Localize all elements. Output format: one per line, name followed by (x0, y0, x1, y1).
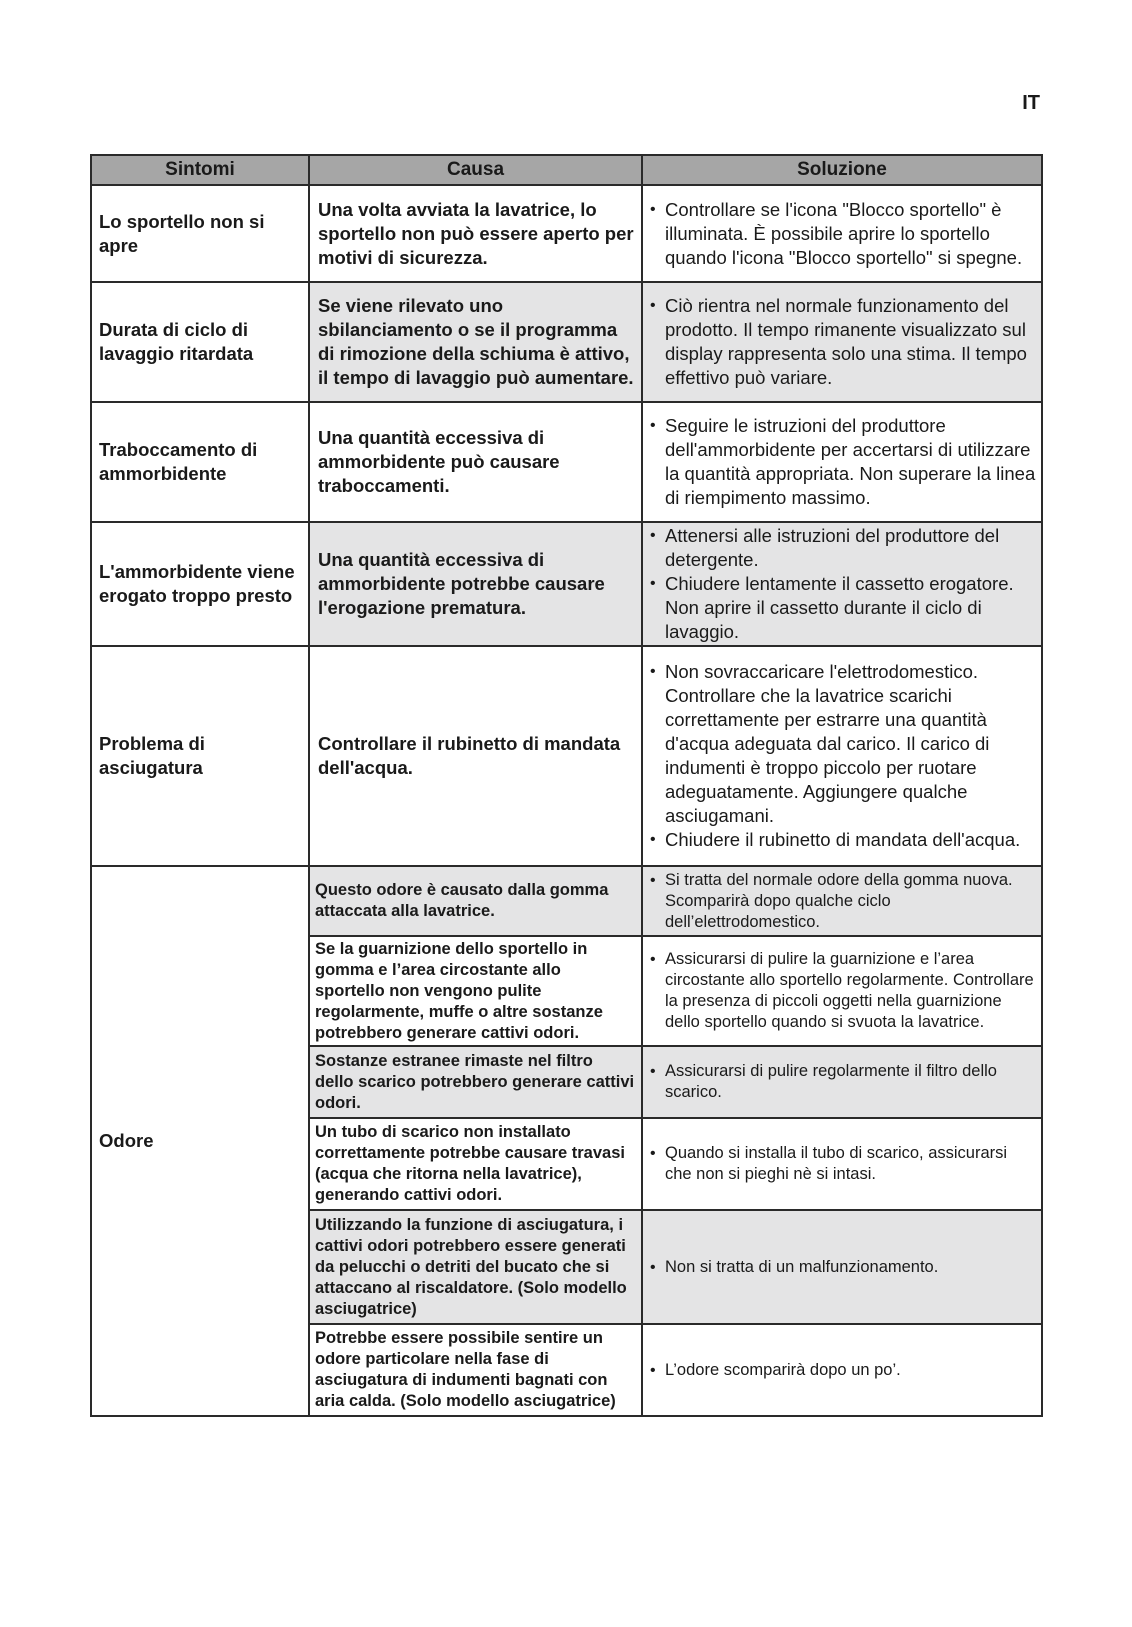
cause-cell: Sostanze estranee rimaste nel filtro dello scarico potrebbero generare cattivi odori. (309, 1046, 642, 1118)
table-row (91, 185, 1042, 282)
header-cause: Causa (309, 155, 642, 185)
solution-cell (642, 646, 1042, 866)
solution-item: • Chiudere il rubinetto di mandata dell'acqua. (649, 828, 1037, 852)
table-row (91, 866, 1042, 936)
solution-cell (642, 1118, 1042, 1210)
cause-cell: Se viene rilevato uno sbilanciamento o se il programma di rimozione della schiuma è attivo, il tempo di lavaggio può aumentare. (309, 282, 642, 402)
solution-cell (642, 185, 1042, 282)
solution-cell (642, 282, 1042, 402)
solution-item: • Quando si installa il tubo di scarico, assicurarsi che non si pieghi nè si intasi. (649, 1143, 1037, 1185)
troubleshooting-table (90, 154, 1043, 1417)
table-row (91, 402, 1042, 522)
cause-cell: Una quantità eccessiva di ammorbidente può causare traboccamenti. (309, 402, 642, 522)
solution-item: • Assicurarsi di pulire regolarmente il filtro dello scarico. (649, 1061, 1037, 1103)
cause-cell: Una volta avviata la lavatrice, lo sportello non può essere aperto per motivi di sicurezza. (309, 185, 642, 282)
solution-cell (642, 522, 1042, 646)
solution-item: • Non sovraccaricare l'elettrodomestico. Controllare che la lavatrice scarichi correttamente per estrarre una quantità d'acqua adeguata dal carico. Il carico di indumenti è troppo piccolo per ruotare adeguatamente. Aggiungere qualche asciugamani. (649, 660, 1037, 828)
header-symptoms: Sintomi (91, 155, 309, 185)
solution-item: • Ciò rientra nel normale funzionamento del prodotto. Il tempo rimanente visualizzato sul display rappresenta solo una stima. Il tempo effettivo può variare. (649, 294, 1037, 390)
solution-cell (642, 1210, 1042, 1324)
solution-item: • Assicurarsi di pulire la guarnizione e l’area circostante allo sportello regolarmente. Controllare la presenza di piccoli oggetti nella guarnizione dello sportello quando si svuota la lavatrice. (649, 949, 1037, 1033)
table-row (91, 646, 1042, 866)
cause-cell: Utilizzando la funzione di asciugatura, i cattivi odori potrebbero essere generati da pelucchi o detriti del bucato che si attaccano al riscaldatore. (Solo modello asciugatrice) (309, 1210, 642, 1324)
solution-cell (642, 1046, 1042, 1118)
header-solution: Soluzione (642, 155, 1042, 185)
cause-cell: Un tubo di scarico non installato correttamente potrebbe causare travasi (acqua che ritorna nella lavatrice), generando cattivi odori. (309, 1118, 642, 1210)
table-header-row (91, 155, 1042, 185)
symptom-cell: Lo sportello non si apre (91, 185, 309, 282)
table-row (91, 282, 1042, 402)
symptom-cell: Problema di asciugatura (91, 646, 309, 866)
symptom-cell: L'ammorbidente viene erogato troppo presto (91, 522, 309, 646)
solution-item: • Non si tratta di un malfunzionamento. (649, 1257, 1037, 1278)
solution-item: • Attenersi alle istruzioni del produttore del detergente. (649, 524, 1037, 572)
cause-cell: Se la guarnizione dello sportello in gomma e l’area circostante allo sportello non vengono pulite regolarmente, muffe o altre sostanze potrebbero generare cattivi odori. (309, 936, 642, 1046)
cause-cell: Questo odore è causato dalla gomma attaccata alla lavatrice. (309, 866, 642, 936)
cause-cell: Una quantità eccessiva di ammorbidente potrebbe causare l'erogazione prematura. (309, 522, 642, 646)
solution-cell (642, 1324, 1042, 1416)
table-row (91, 522, 1042, 646)
solution-item: • Seguire le istruzioni del produttore dell'ammorbidente per accertarsi di utilizzare la quantità appropriata. Non superare la linea di riempimento massimo. (649, 414, 1037, 510)
language-tag: IT (1022, 92, 1040, 114)
cause-cell: Potrebbe essere possibile sentire un odore particolare nella fase di asciugatura di indumenti bagnati con aria calda. (Solo modello asciugatrice) (309, 1324, 642, 1416)
solution-item: • Si tratta del normale odore della gomma nuova. Scomparirà dopo qualche ciclo dell’elettrodomestico. (649, 870, 1037, 933)
solution-cell (642, 936, 1042, 1046)
symptom-cell-odore: Odore (91, 866, 309, 1416)
symptom-cell: Durata di ciclo di lavaggio ritardata (91, 282, 309, 402)
solution-cell (642, 402, 1042, 522)
solution-cell (642, 866, 1042, 936)
symptom-cell: Traboccamento di ammorbidente (91, 402, 309, 522)
solution-item: • L’odore scomparirà dopo un po’. (649, 1360, 1037, 1381)
cause-cell: Controllare il rubinetto di mandata dell'acqua. (309, 646, 642, 866)
solution-item: • Controllare se l'icona "Blocco sportello" è illuminata. È possibile aprire lo sportello quando l'icona "Blocco sportello" si spegne. (649, 198, 1037, 270)
solution-item: • Chiudere lentamente il cassetto erogatore. Non aprire il cassetto durante il ciclo di lavaggio. (649, 572, 1037, 644)
